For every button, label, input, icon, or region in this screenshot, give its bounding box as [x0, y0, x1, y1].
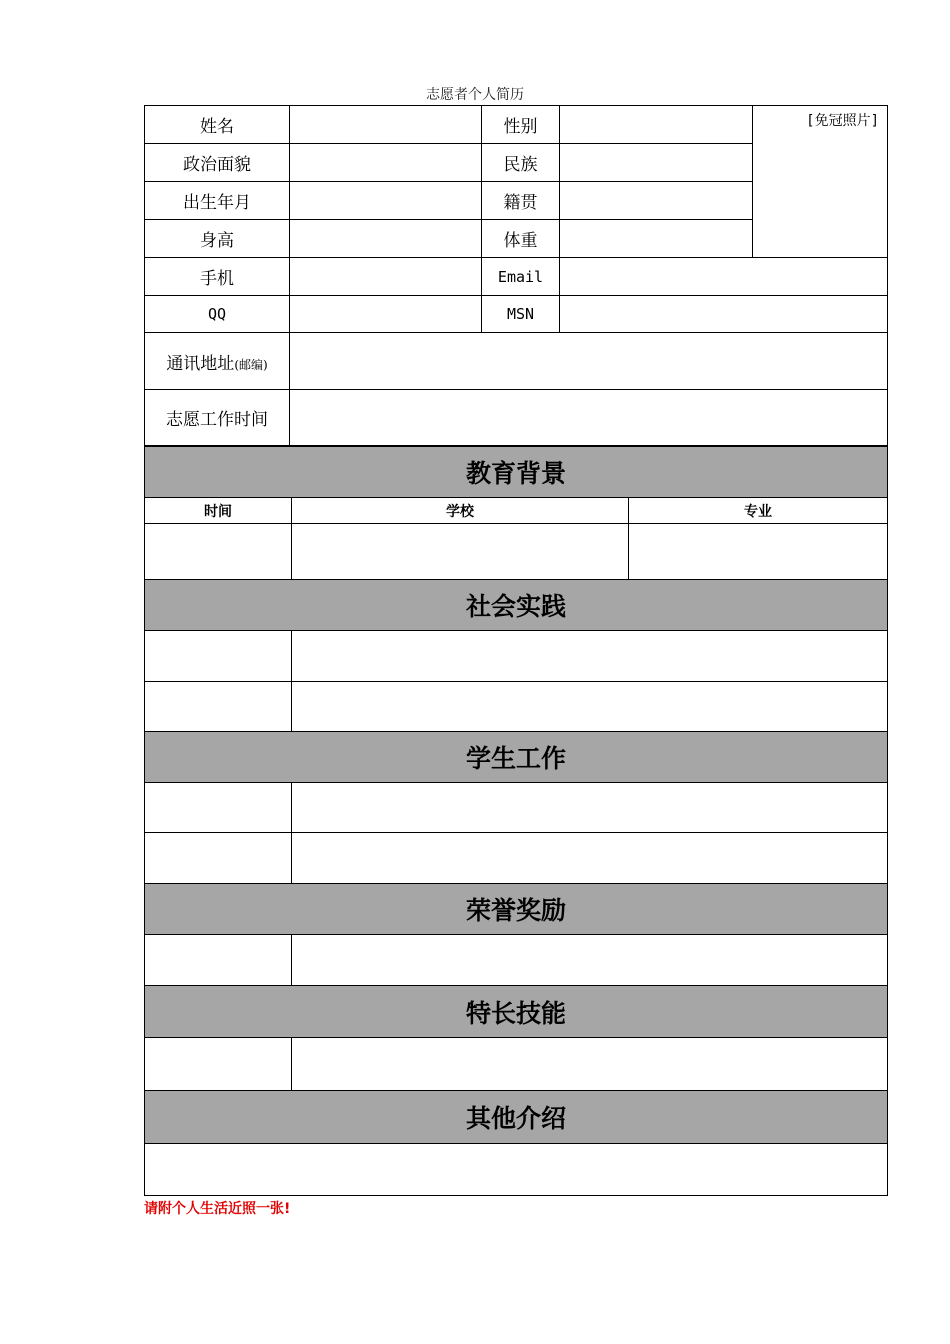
practice-header: 社会实践 [145, 580, 888, 631]
phone-value[interactable] [290, 258, 482, 296]
name-label: 姓名 [145, 106, 290, 144]
gender-label: 性别 [482, 106, 560, 144]
political-value[interactable] [290, 144, 482, 182]
height-value[interactable] [290, 220, 482, 258]
origin-label: 籍贯 [482, 182, 560, 220]
political-label: 政治面貌 [145, 144, 290, 182]
msn-label: MSN [482, 296, 560, 333]
qq-value[interactable] [290, 296, 482, 333]
practice-row-1-label-cell[interactable] [145, 631, 292, 682]
volunteer-time-label: 志愿工作时间 [145, 390, 290, 446]
honors-row-content-cell[interactable] [292, 935, 888, 986]
other-content-cell[interactable] [145, 1144, 888, 1196]
personal-info-table [144, 105, 888, 446]
skills-row-content-cell[interactable] [292, 1038, 888, 1091]
education-school-cell[interactable] [292, 524, 629, 580]
other-header: 其他介绍 [145, 1091, 888, 1144]
education-col-time: 时间 [145, 498, 292, 524]
phone-label: 手机 [145, 258, 290, 296]
photo-slot[interactable]: [免冠照片] [753, 106, 888, 258]
birth-value[interactable] [290, 182, 482, 220]
address-label [145, 333, 290, 390]
skills-row-label-cell[interactable] [145, 1038, 292, 1091]
gender-value[interactable] [560, 106, 753, 144]
photo-note: 请附个人生活近照一张! [144, 1201, 291, 1217]
name-value[interactable] [290, 106, 482, 144]
msn-value[interactable] [560, 296, 888, 333]
address-label-text: 通讯地址 [166, 353, 235, 374]
student-work-row-1-content-cell[interactable] [292, 783, 888, 833]
student-work-row-2-label-cell[interactable] [145, 833, 292, 884]
practice-row-2-content-cell[interactable] [292, 682, 888, 732]
practice-row-1-content-cell[interactable] [292, 631, 888, 682]
weight-label: 体重 [482, 220, 560, 258]
education-col-major: 专业 [629, 498, 888, 524]
birth-label: 出生年月 [145, 182, 290, 220]
ethnicity-label: 民族 [482, 144, 560, 182]
ethnicity-value[interactable] [560, 144, 753, 182]
email-value[interactable] [560, 258, 888, 296]
education-header: 教育背景 [145, 447, 888, 498]
education-major-cell[interactable] [629, 524, 888, 580]
address-postcode-label: (邮编) [234, 357, 268, 372]
practice-row-2-label-cell[interactable] [145, 682, 292, 732]
resume-sections-table [144, 446, 888, 1196]
height-label: 身高 [145, 220, 290, 258]
qq-label: QQ [145, 296, 290, 333]
honors-header: 荣誉奖励 [145, 884, 888, 935]
volunteer-time-value[interactable] [290, 390, 888, 446]
weight-value[interactable] [560, 220, 753, 258]
page-title: 志愿者个人简历 [426, 87, 524, 103]
skills-header: 特长技能 [145, 986, 888, 1038]
student-work-header: 学生工作 [145, 732, 888, 783]
email-label: Email [482, 258, 560, 296]
student-work-row-1-label-cell[interactable] [145, 783, 292, 833]
origin-value[interactable] [560, 182, 753, 220]
student-work-row-2-content-cell[interactable] [292, 833, 888, 884]
education-col-school: 学校 [292, 498, 629, 524]
education-time-cell[interactable] [145, 524, 292, 580]
address-value[interactable] [290, 333, 888, 390]
honors-row-label-cell[interactable] [145, 935, 292, 986]
